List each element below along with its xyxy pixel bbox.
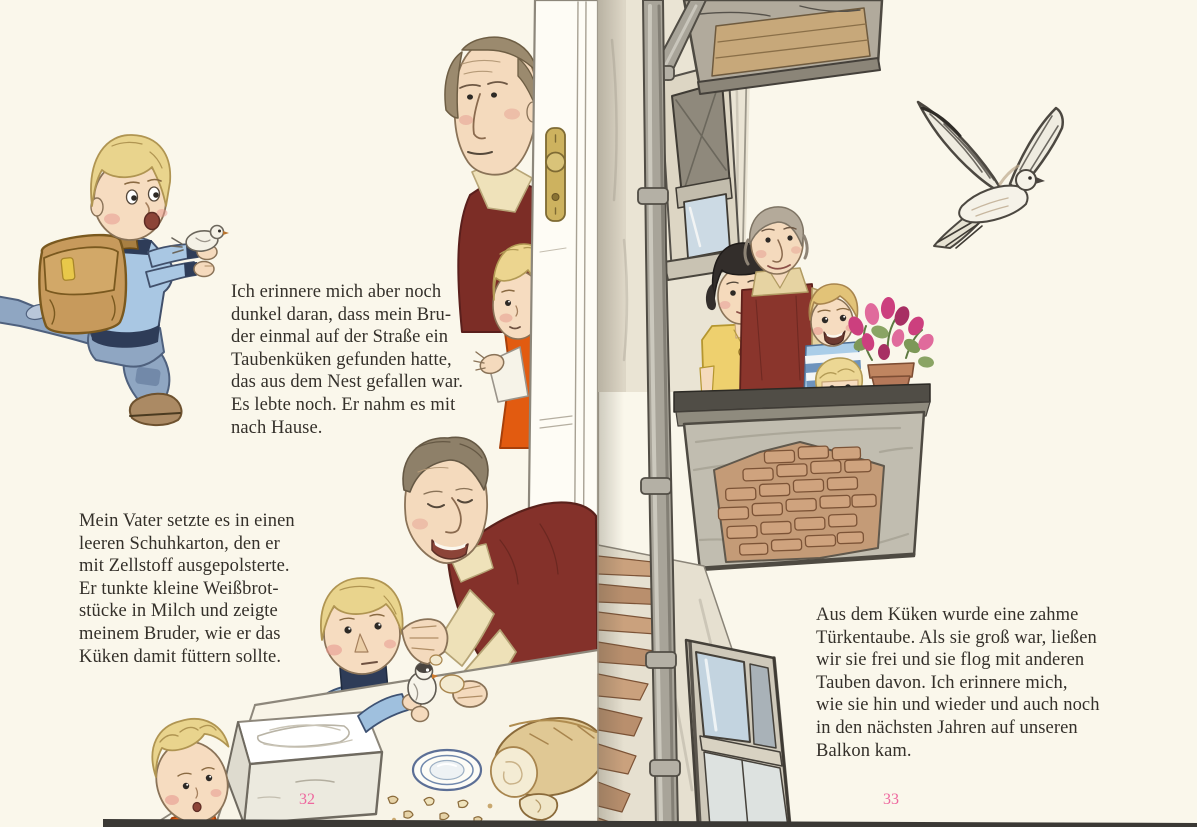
right-page-paragraph [816,604,1100,762]
page-number-right: 33 [883,791,899,808]
plate-with-milk [413,750,481,790]
text-line: stücke in Milch und zeigte [79,601,278,622]
illustration-dove [918,102,1063,248]
text-line: Türkentaube. Als sie groß war, ließen [816,627,1097,648]
text-line: Es lebte noch. Er nahm es mit [231,394,456,415]
text-line: Tauben davon. Ich erinnere mich, [816,672,1068,693]
text-line: Mein Vater setzte es in einen [79,511,295,531]
illustration-running-boy [0,135,229,425]
text-line: Balkon kam. [816,740,912,761]
text-line: Taubenküken gefunden hatte, [231,349,452,370]
text-line: Küken damit füttern sollte. [79,646,282,667]
illustration-lower-wall [598,545,792,827]
text-line: Er tunkte kleine Weißbrot- [79,578,279,599]
page-gutter [598,0,624,827]
text-line: nach Hause. [231,417,323,438]
text-line: in den nächsten Jahren auf unseren [816,717,1078,738]
text-line: leeren Schuhkarton, den er [79,533,280,554]
text-line: das aus dem Nest gefallen war. [231,372,464,393]
text-line: meinem Bruder, wie er das [79,623,281,644]
door-handle [546,128,565,221]
text-line: Aus dem Küken wurde eine zahme [816,605,1079,625]
page-number-left: 32 [299,791,315,808]
exposed-brick-patch [714,442,884,562]
text-line: wir sie frei und sie flog mit anderen [816,650,1085,671]
lower-window [686,640,790,827]
text-line: wie sie hin und wieder und auch noch [816,695,1100,716]
upper-balcony-underside [684,0,882,94]
text-line: mit Zellstoff ausgepolsterte. [79,556,290,577]
illustration-balcony [674,384,930,570]
left-page-paragraph-top [231,281,463,439]
text-line: Ich erinnere mich aber noch [231,282,442,302]
text-line: dunkel daran, dass mein Bru- [231,304,452,325]
text-line: der einmal auf der Straße ein [231,327,449,348]
left-page-paragraph-bottom [79,510,295,668]
